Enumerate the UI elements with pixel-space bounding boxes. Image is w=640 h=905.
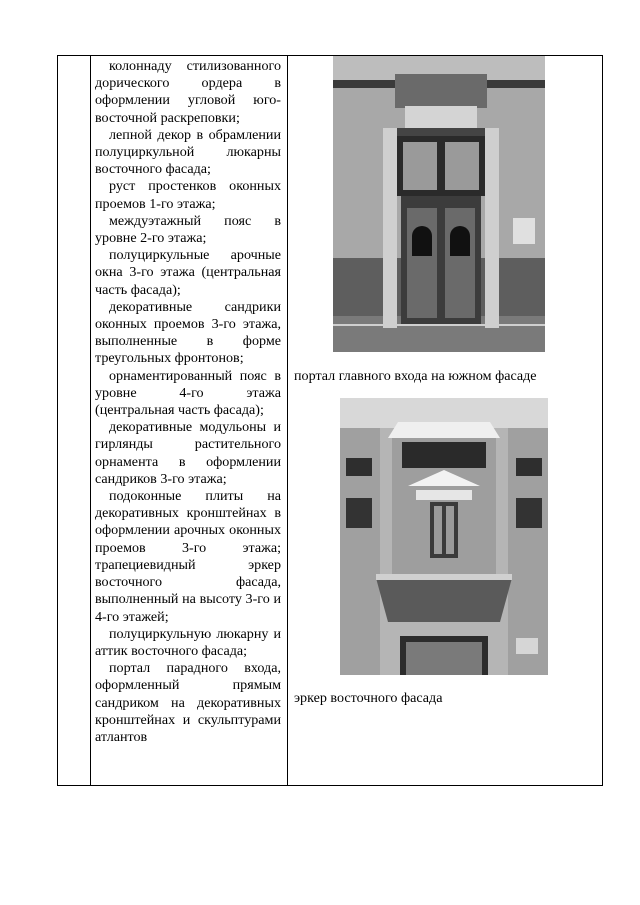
table-border-right — [602, 56, 603, 785]
list-item: полуциркульные арочные окна 3-го этажа (центральная часть фасада); — [95, 247, 281, 298]
list-item: руст простенков оконных проемов 1-го этажа; — [95, 178, 281, 212]
column-divider-1 — [90, 56, 91, 785]
list-item: декоративные модульоны и гирлянды растительного орнамента в оформлении сандриков 3-го этажа; — [95, 419, 281, 487]
list-item: междуэтажный пояс в уровне 2-го этажа; — [95, 212, 281, 247]
oriel-caption: эркер восточного фасада — [294, 690, 443, 706]
portal-caption: портал главного входа на южном фасаде — [294, 368, 537, 384]
list-item: портал парадного входа, оформленный прямым сандриком на декоративных кронштейнах и скульптурами атлантов — [95, 660, 281, 745]
list-item: лепной декор в обрамлении полуциркульной люкарны восточного фасада; — [95, 126, 281, 178]
list-item: полуциркульную люкарну и аттик восточного фасада; — [95, 625, 281, 659]
list-item: орнаментированный пояс в уровне 4-го этажа (центральная часть фасада); — [95, 367, 281, 419]
oriel-photo — [340, 398, 548, 675]
portal-photo — [333, 56, 545, 352]
list-item: декоративные сандрики оконных проемов 3-го этажа, выполненные в форме треугольных фронтонов; — [95, 298, 281, 367]
table-border-left — [57, 56, 58, 785]
column-divider-2 — [287, 56, 288, 785]
description-table — [57, 55, 603, 786]
elements-list — [95, 58, 281, 746]
list-item: подоконные плиты на декоративных кронштейнах в оформлении арочных оконных проемов 3-го этажа; трапециевидный эркер восточного фасада, выполненный на высоту 3-го и 4-го этажей; — [95, 488, 281, 625]
list-item: колоннаду стилизованного дорического ордера в оформлении угловой юго-восточной раскреповки; — [95, 58, 281, 126]
